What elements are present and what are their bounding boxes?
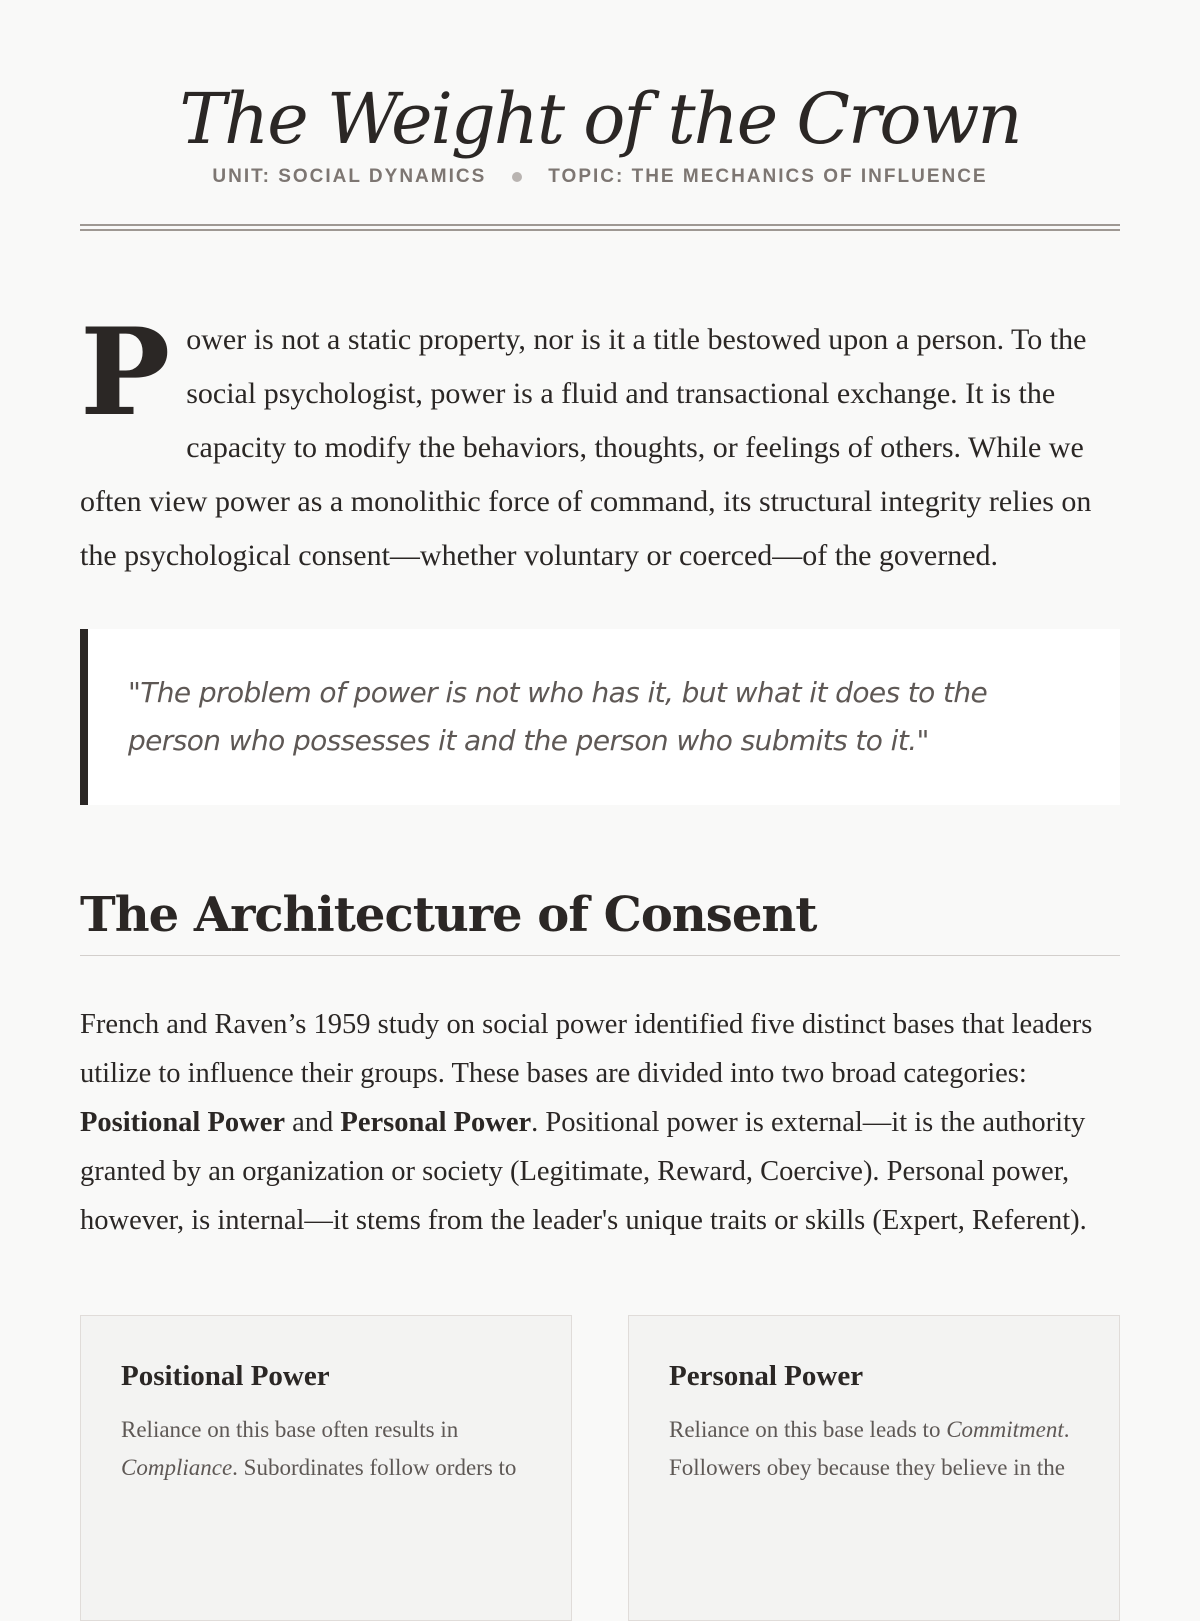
personal-power-term: Personal Power	[340, 1106, 532, 1138]
card-title: Personal Power	[669, 1359, 864, 1392]
section-title: The Architecture of Consent	[80, 887, 1120, 956]
section-text-part: . Positional power is external—it is the authority granted by an organization or society (Legitimate, Reward, Coercive). Personal power, however, is internal—it stems from the leader's unique traits or skills (Expert, Referent).	[80, 1106, 1087, 1236]
article-title: The Weight of the Crown	[179, 78, 1021, 160]
drop-cap: P	[80, 302, 171, 444]
card-text-part: . Subordinates follow orders to	[232, 1454, 517, 1480]
personal-power-card	[628, 1315, 1120, 1621]
section-text-part: and	[285, 1106, 341, 1138]
separator-dot-icon	[512, 172, 522, 182]
card-title: Positional Power	[121, 1359, 330, 1392]
article-page	[80, 0, 1120, 1621]
card-text-part: Reliance on this base leads to	[669, 1416, 947, 1442]
card-text-part: . Followers obey because they believe in the	[669, 1416, 1070, 1480]
card-text	[669, 1411, 1079, 1487]
article-meta	[80, 166, 1120, 188]
card-emphasis: Compliance	[121, 1454, 233, 1480]
header-divider	[80, 224, 1120, 231]
card-text-part: Reliance on this base often results in	[121, 1416, 459, 1442]
power-cards	[80, 1315, 1120, 1621]
intro-text: ower is not a static property, nor is it a title bestowed upon a person. To the social psychologist, power is a fluid and transactional exchange. It is the capacity to modify the behaviors, thoughts, or feelings of others. While we often view power as a monolithic force of command, its structural integrity relies on the psychological consent—whether voluntary or coerced—of the governed.	[80, 323, 1092, 573]
section-text-part: French and Raven’s 1959 study on social power identified five distinct bases that leaders utilize to influence their groups. These bases are divided into two broad categories:	[80, 1008, 1093, 1089]
topic-label: TOPIC: THE MECHANICS OF INFLUENCE	[548, 166, 988, 188]
intro-paragraph	[80, 302, 1120, 583]
card-emphasis: Commitment	[946, 1416, 1064, 1442]
pull-quote	[80, 629, 1120, 805]
pull-quote-text: "The problem of power is not who has it, but what it does to the person who possesses it and the person who submits to it."	[128, 676, 988, 758]
card-text	[121, 1411, 531, 1487]
article-header	[80, 80, 1120, 231]
section-paragraph	[80, 1000, 1120, 1245]
positional-power-card	[80, 1315, 572, 1621]
unit-label: UNIT: SOCIAL DYNAMICS	[212, 166, 487, 188]
positional-power-term: Positional Power	[80, 1106, 286, 1138]
